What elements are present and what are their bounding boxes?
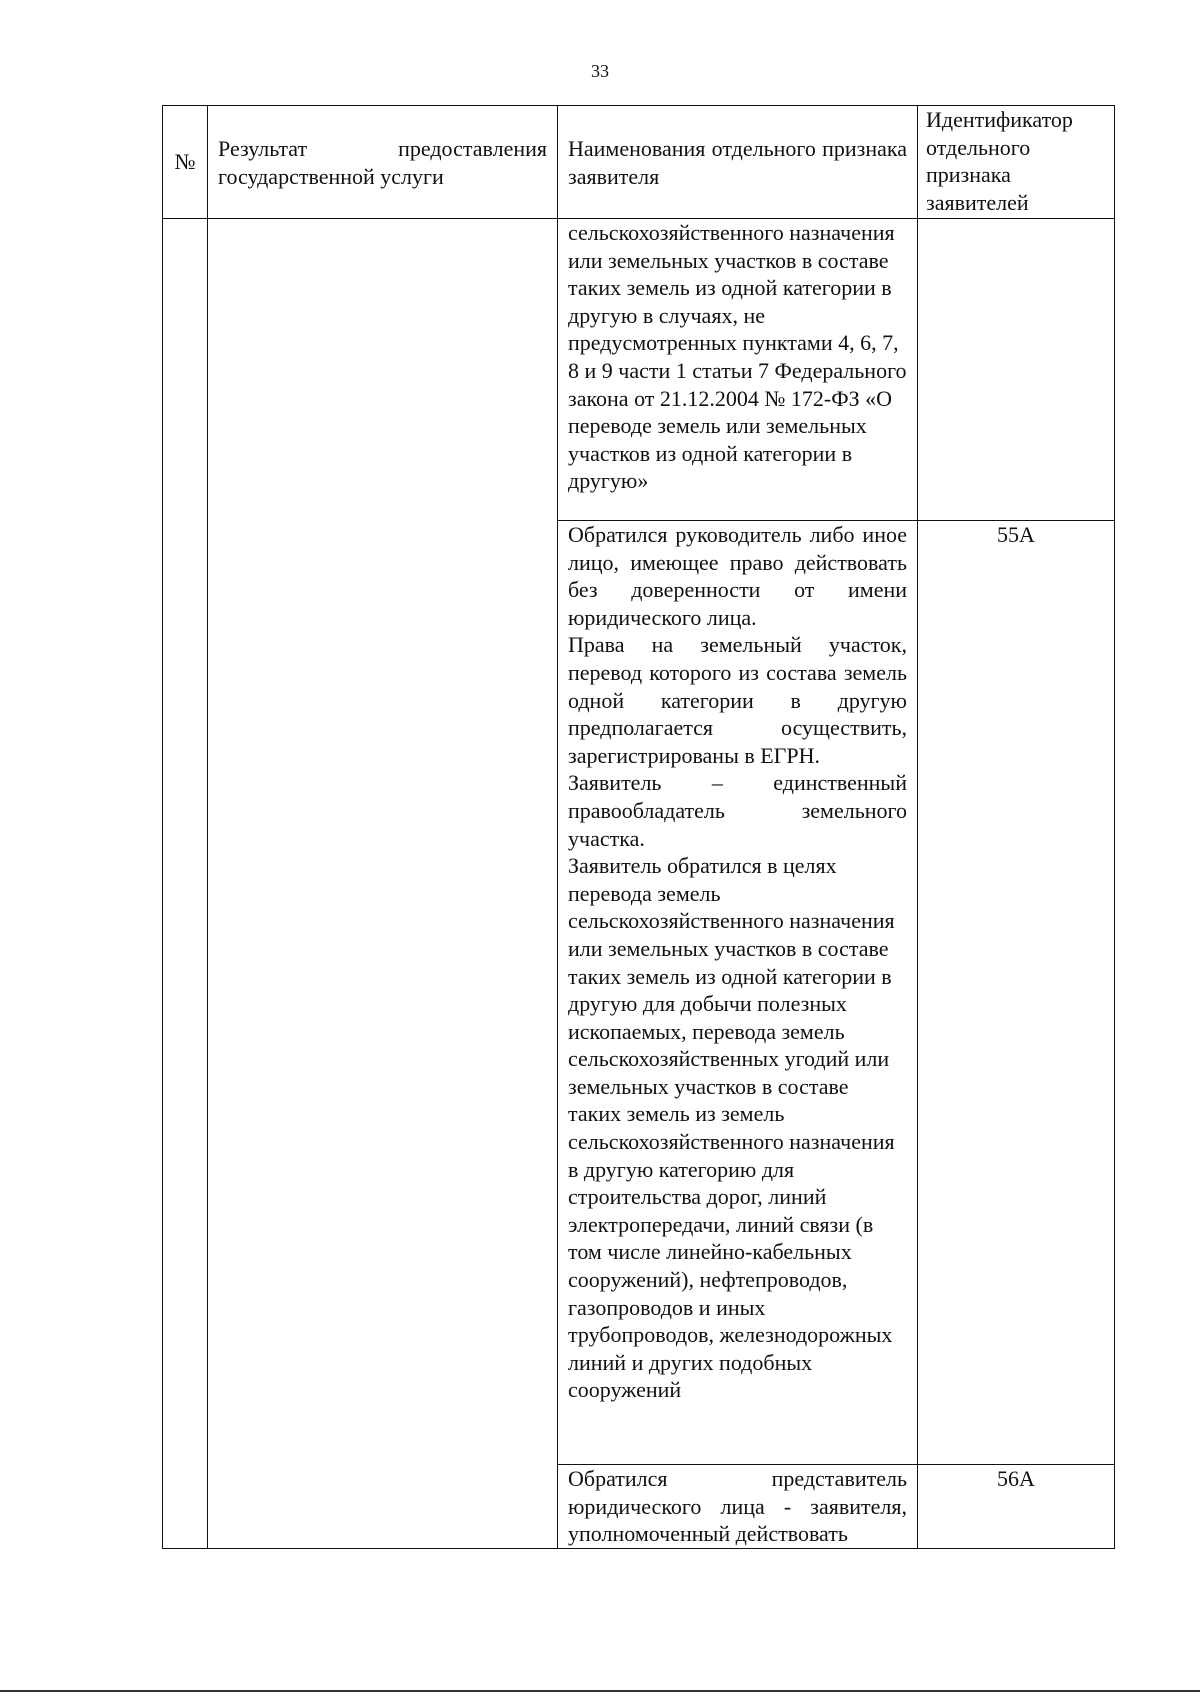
table-header-row <box>163 106 1115 219</box>
feature-paragraph: Права на земельный участок, перевод которого из состава земель одной категории в другую предполагается осуществить, зарегистрированы в ЕГРН. <box>568 632 907 768</box>
header-feature-name: Наименования отдельного признака заявителя <box>558 106 918 219</box>
header-result: Результат предоставления государственной услуги <box>208 106 558 219</box>
feature-paragraph: Заявитель обратился в целях перевода земель сельскохозяйственного назначения или земельных участков в составе таких земель из одной категории в другую для добычи полезных ископаемых, перевода земель сельскохозяйственных угодий или земельных участков в составе таких земель из земель сельскохозяйственного назначения в другую категорию для строительства дорог, линий электропередачи, линий связи (в том числе линейно-кабельных сооружений), нефтепроводов, газопроводов и иных трубопроводов, железнодорожных линий и других подобных сооружений <box>568 853 895 1403</box>
bottom-divider <box>0 1690 1200 1692</box>
page-number: 33 <box>591 61 609 81</box>
feature-paragraph: Заявитель – единственный правообладатель земельного участка. <box>568 770 907 851</box>
services-table <box>162 105 1115 1549</box>
table-row <box>163 219 1115 521</box>
number-cell <box>163 219 208 1549</box>
feature-paragraph: Обратился руководитель либо иное лицо, имеющее право действовать без доверенности от имени юридического лица. <box>568 522 907 630</box>
identifier-cell: 55А <box>918 521 1115 1465</box>
feature-paragraph: сельскохозяйственного назначения или земельных участков в составе таких земель из одной категории в другую в случаях, не предусмотренных пунктами 4, 6, 7, 8 и 9 части 1 статьи 7 Федерального закона от 21.12.2004 № 172-ФЗ «О переводе земель или земельных участков из одной категории в другую» <box>568 220 907 494</box>
identifier-cell: 56А <box>918 1465 1115 1549</box>
feature-cell <box>558 219 918 521</box>
header-identifier: Идентификатор отдельного признака заявителей <box>918 106 1115 219</box>
feature-cell <box>558 1465 918 1549</box>
feature-paragraph: Обратился представитель юридического лица - заявителя, уполномоченный действовать <box>568 1466 907 1547</box>
result-cell <box>208 219 558 1549</box>
identifier-cell <box>918 219 1115 521</box>
header-number: № <box>163 106 208 219</box>
feature-cell <box>558 521 918 1465</box>
